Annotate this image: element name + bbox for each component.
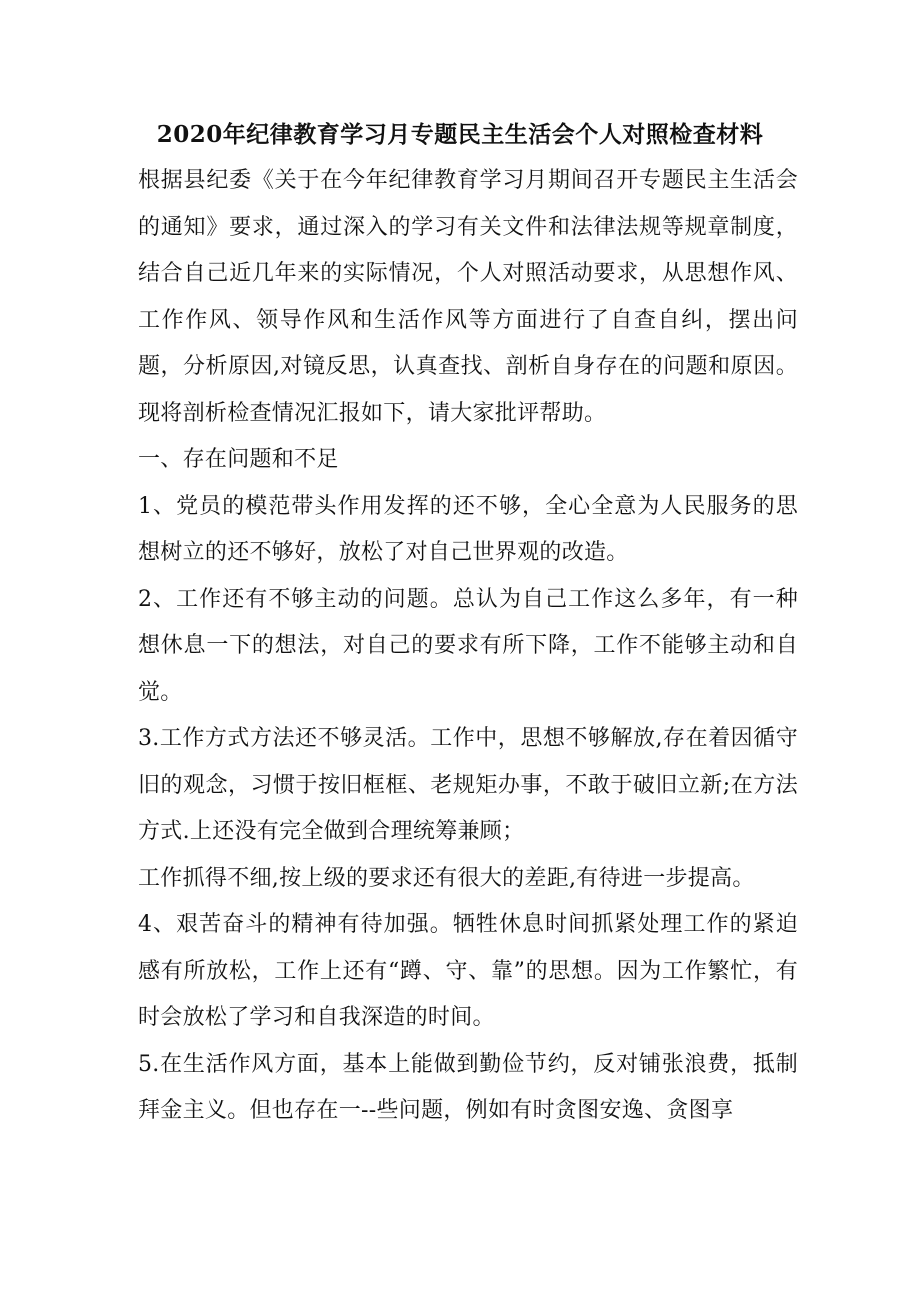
document-title: 2020年纪律教育学习月专题民主生活会个人对照检查材料 [156, 121, 764, 148]
issue-paragraph-5: 5.在生活作风方面，基本上能做到勤俭节约，反对铺张浪费，抵制拜金主义。但也存在一--些问题，例如有时贪图安逸、贪图享 [138, 1051, 798, 1123]
issue-paragraph-4: 4、艰苦奋斗的精神有待加强。牺牲休息时间抓紧处理工作的紧迫感有所放松，工作上还有“蹲、守、靠”的思想。因为工作繁忙，有时会放松了学习和自我深造的时间。 [138, 912, 798, 1030]
intro-paragraph: 根据县纪委《关于在今年纪律教育学习月期间召开专题民主生活会的通知》要求，通过深入的学习有关文件和法律法规等规章制度，结合自己近几年来的实际情况，个人对照活动要求，从思想作风、工作作风、领导作风和生活作风等方面进行了自查自纠，摆出问题，分析原因,对镜反思，认真查找、剖析自身存在的问题和原因。现将剖析检查情况汇报如下，请大家批评帮助。 [138, 168, 798, 426]
document-body [138, 158, 798, 1135]
section-heading: 一、存在问题和不足 [138, 447, 339, 472]
issue-paragraph-2: 2、工作还有不够主动的问题。总认为自己工作这么多年，有一种想休息一下的想法，对自己的要求有所下降，工作不能够主动和自觉。 [138, 586, 798, 705]
issue-paragraph-1: 1、党员的模范带头作用发挥的还不够，全心全意为人民服务的思想树立的还不够好，放松了对自己世界观的改造。 [138, 493, 798, 565]
issue-paragraph-3-continued: 工作抓得不细,按上级的要求还有很大的差距,有待进一步提高。 [138, 865, 755, 891]
issue-paragraph-3: 3.工作方式方法还不够灵活。工作中，思想不够解放,存在着因循守旧的观念，习惯于按旧框框、老规矩办事，不敢于破旧立新;在方法方式.上还没有完全做到合理统筹兼顾； [138, 726, 798, 844]
